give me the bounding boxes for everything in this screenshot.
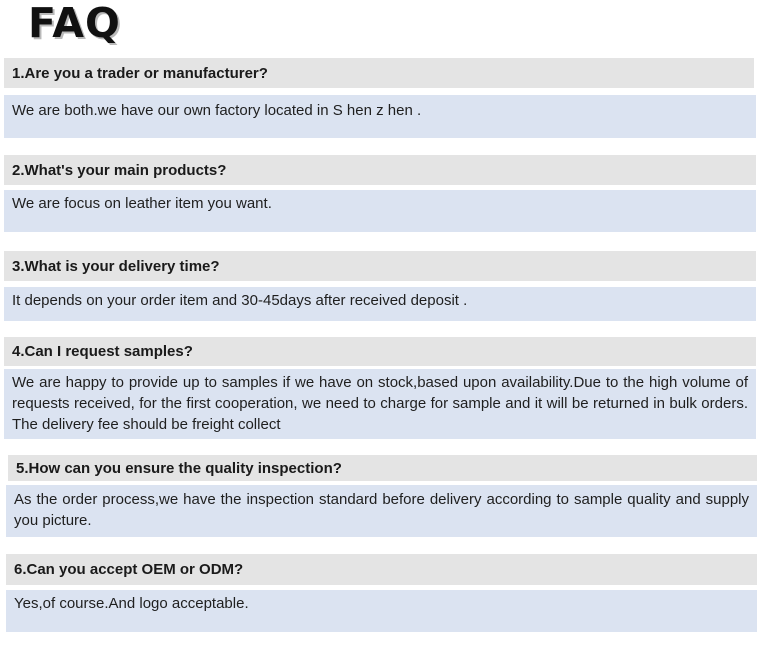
faq-answer-4: We are happy to provide up to samples if we have on stock,based upon availability.Due to the high volume of requests received, for the first cooperation, we need to charge for sample and it will be returned in bulk orders. The delivery fee should be freight collect	[4, 369, 756, 439]
faq-answer-2: We are focus on leather item you want.	[4, 190, 756, 232]
faq-answer-3: It depends on your order item and 30-45days after received deposit .	[4, 287, 756, 321]
faq-question-1: 1.Are you a trader or manufacturer?	[4, 58, 754, 88]
faq-answer-5: As the order process,we have the inspection standard before delivery according to sample quality and supply you picture.	[6, 485, 757, 537]
faq-question-6: 6.Can you accept OEM or ODM?	[6, 554, 757, 585]
faq-question-3: 3.What is your delivery time?	[4, 251, 756, 281]
faq-question-4: 4.Can I request samples?	[4, 337, 756, 366]
faq-answer-1: We are both.we have our own factory located in S hen z hen .	[4, 95, 756, 138]
faq-answer-6: Yes,of course.And logo acceptable.	[6, 590, 757, 632]
faq-question-5: 5.How can you ensure the quality inspection?	[8, 455, 757, 481]
faq-question-2: 2.What's your main products?	[4, 155, 756, 185]
faq-title: FAQ	[28, 0, 121, 47]
